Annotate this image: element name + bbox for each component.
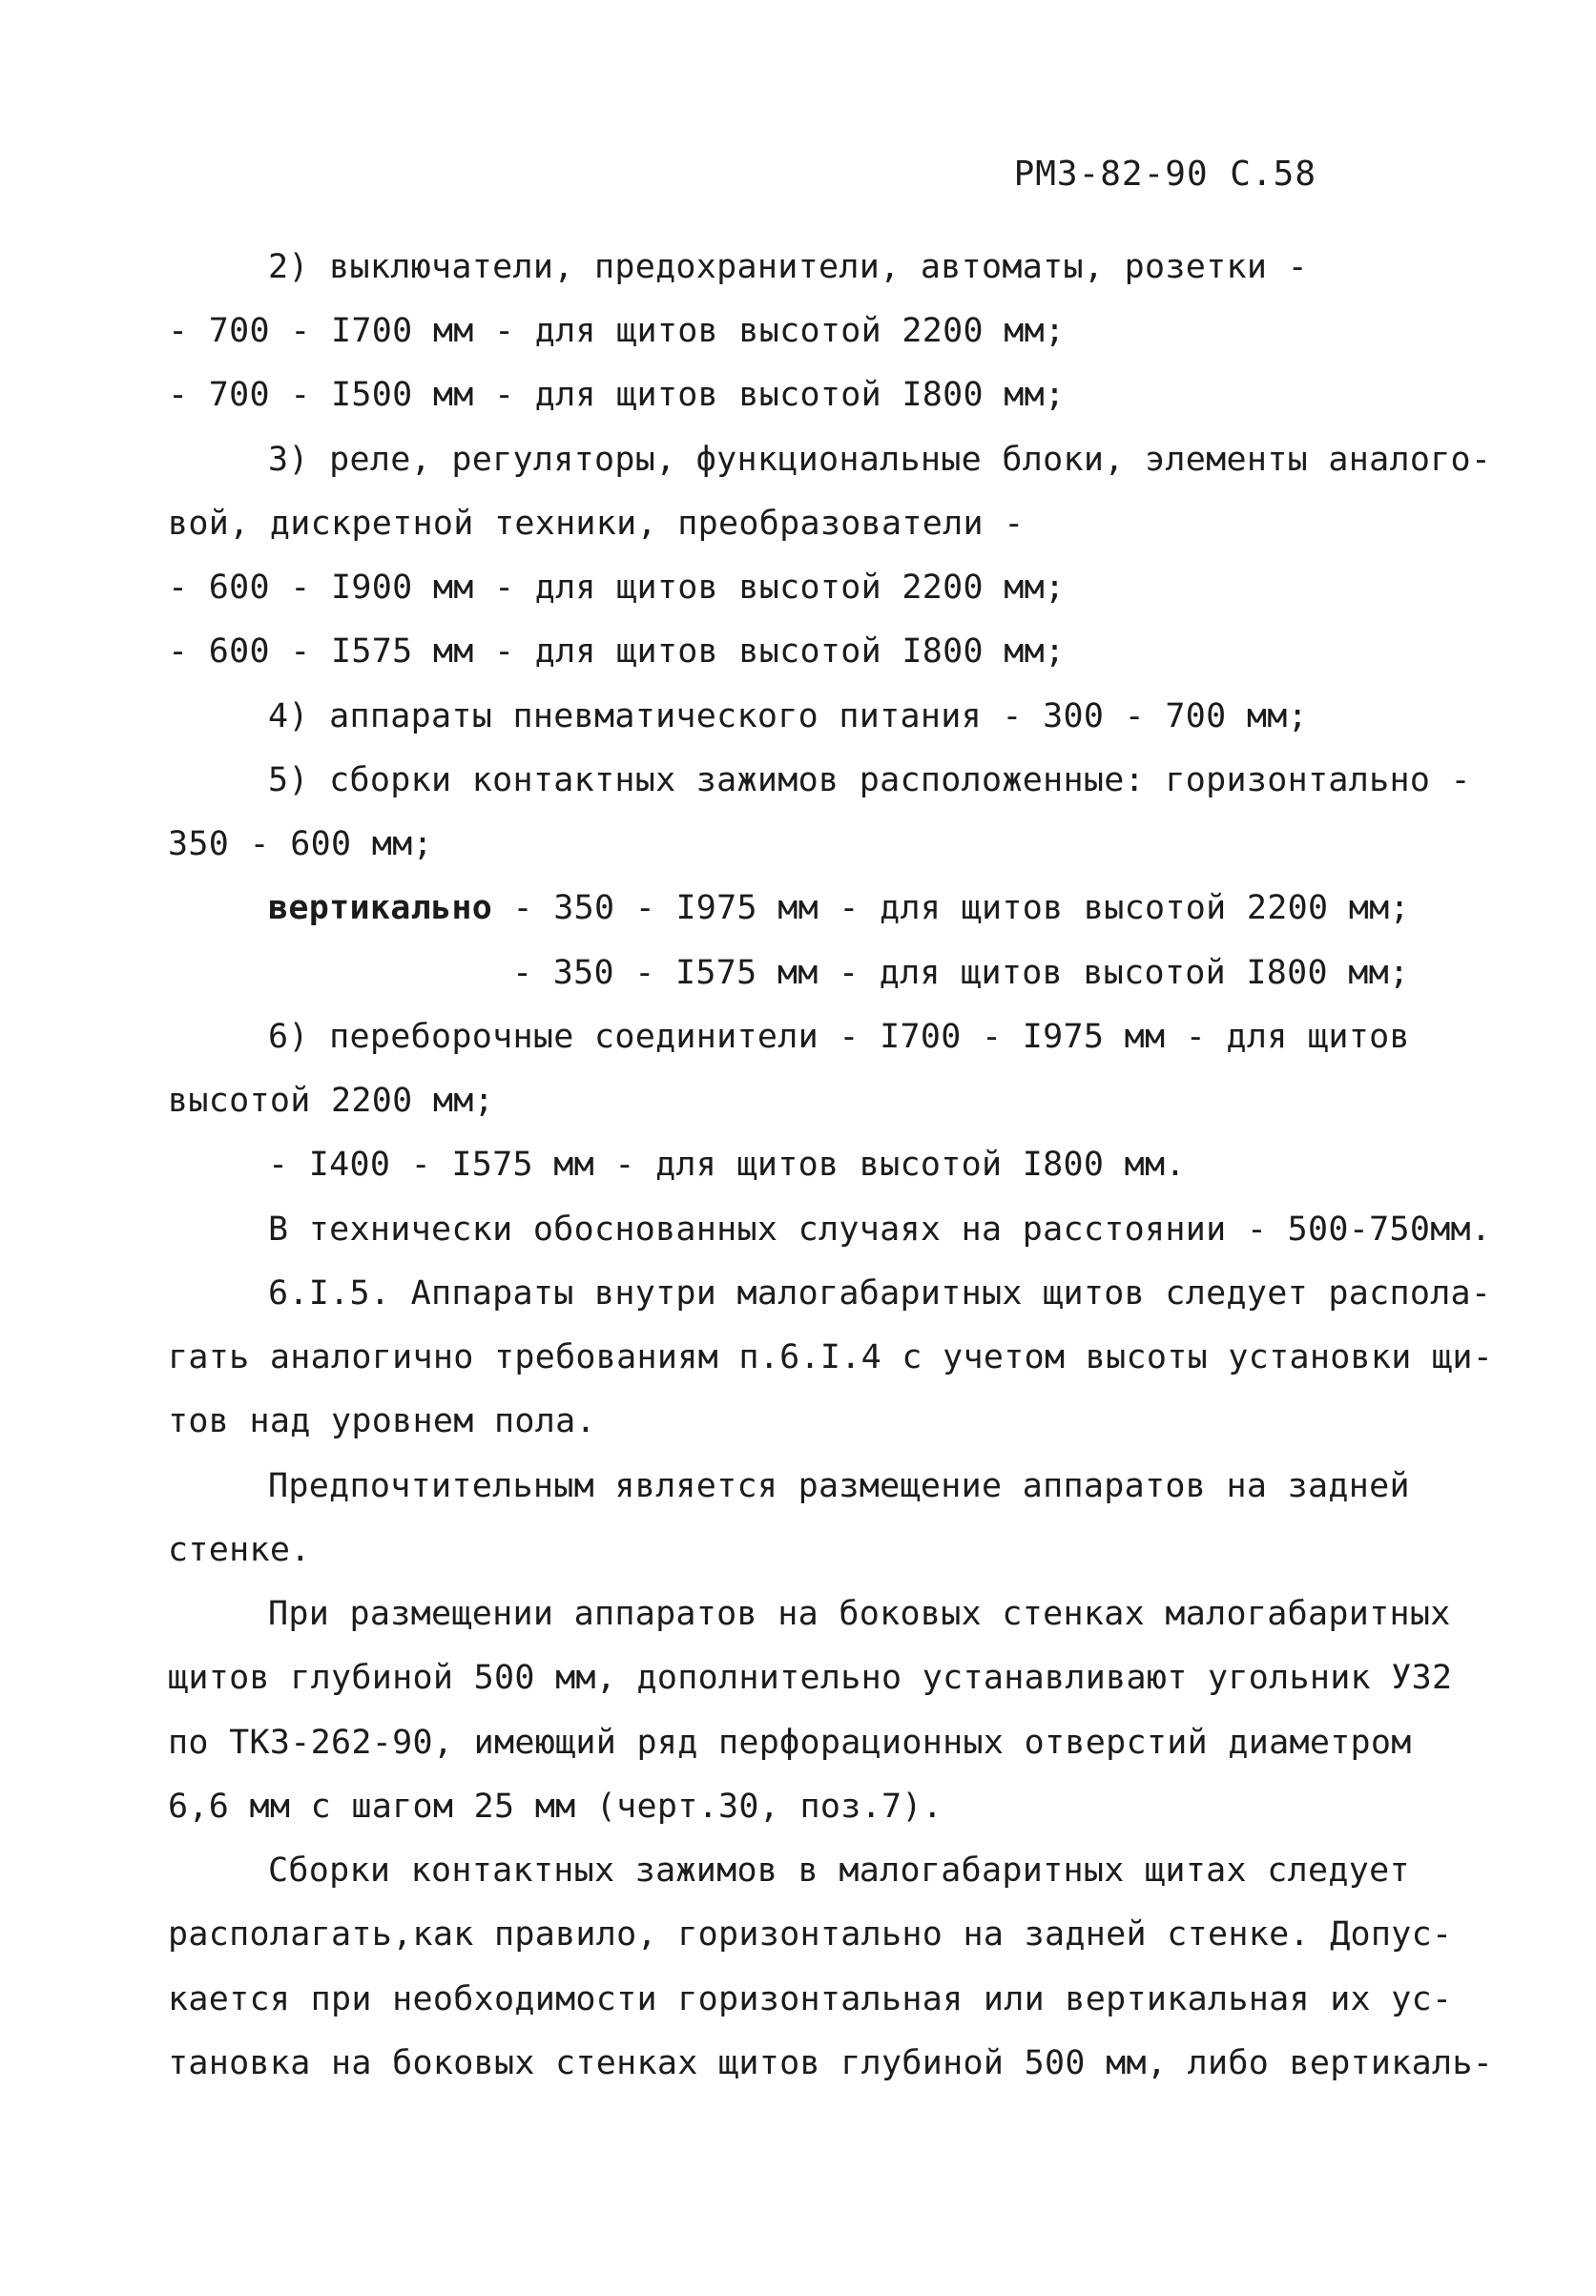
text-line: вой, дискретной техники, преобразователи -: [168, 505, 1025, 543]
text-line: 350 - 600 мм;: [168, 825, 433, 863]
text-line: 2) выключатели, предохранители, автоматы, розетки -: [268, 248, 1308, 286]
text-line: - 350 - I575 мм - для щитов высотой I800 мм;: [512, 954, 1410, 992]
document-header: РМЗ-82-90 С.58: [1013, 155, 1316, 194]
text-line: 4) аппараты пневматического питания - 300 - 700 мм;: [268, 697, 1308, 735]
text-line: В технически обоснованных случаях на расстоянии - 500-750мм.: [268, 1210, 1492, 1249]
text-line: по ТКЗ-262-90, имеющий ряд перфорационных отверстий диаметром: [168, 1724, 1412, 1762]
text-line: 6) переборочные соединители - I700 - I975 мм - для щитов: [268, 1018, 1410, 1056]
text-line: тов над уровнем пола.: [168, 1402, 596, 1440]
text-span: - 350 - I975 мм - для щитов высотой 2200 мм;: [492, 889, 1410, 927]
text-line: высотой 2200 мм;: [168, 1082, 494, 1120]
text-line: Сборки контактных зажимов в малогабаритных щитах следует: [268, 1851, 1410, 1890]
text-line: - 600 - I575 мм - для щитов высотой I800 мм;: [168, 632, 1066, 671]
text-line: щитов глубиной 500 мм, дополнительно устанавливают угольник У32: [168, 1659, 1453, 1697]
text-line: 6,6 мм с шагом 25 мм (черт.30, поз.7).: [168, 1788, 943, 1826]
text-line: Предпочтительным является размещение аппаратов на задней: [268, 1467, 1410, 1505]
text-line: При размещении аппаратов на боковых стенках малогабаритных: [268, 1595, 1451, 1633]
text-line: стенке.: [168, 1531, 311, 1569]
text-line: - I400 - I575 мм - для щитов высотой I800 мм.: [268, 1146, 1186, 1184]
text-line: 6.I.5. Аппараты внутри малогабаритных щитов следует распола-: [268, 1274, 1492, 1313]
text-line: располагать,как правило, горизонтально на задней стенке. Допус-: [168, 1915, 1453, 1954]
bold-term: вертикально: [268, 889, 493, 927]
text-line: [268, 887, 1410, 929]
text-line: гать аналогично требованиям п.6.I.4 с учетом высоты установки щи-: [168, 1338, 1494, 1376]
text-line: - 700 - I500 мм - для щитов высотой I800 мм;: [168, 376, 1066, 414]
text-line: - 600 - I900 мм - для щитов высотой 2200 мм;: [168, 569, 1066, 607]
text-line: 3) реле, регуляторы, функциональные блоки, элементы аналого-: [268, 441, 1492, 479]
text-line: тановка на боковых стенках щитов глубиной 500 мм, либо вертикаль-: [168, 2044, 1494, 2082]
text-line: 5) сборки контактных зажимов расположенные: горизонтально -: [268, 761, 1471, 799]
text-line: - 700 - I700 мм - для щитов высотой 2200 мм;: [168, 312, 1066, 350]
text-line: кается при необходимости горизонтальная или вертикальная их ус-: [168, 1980, 1453, 2018]
